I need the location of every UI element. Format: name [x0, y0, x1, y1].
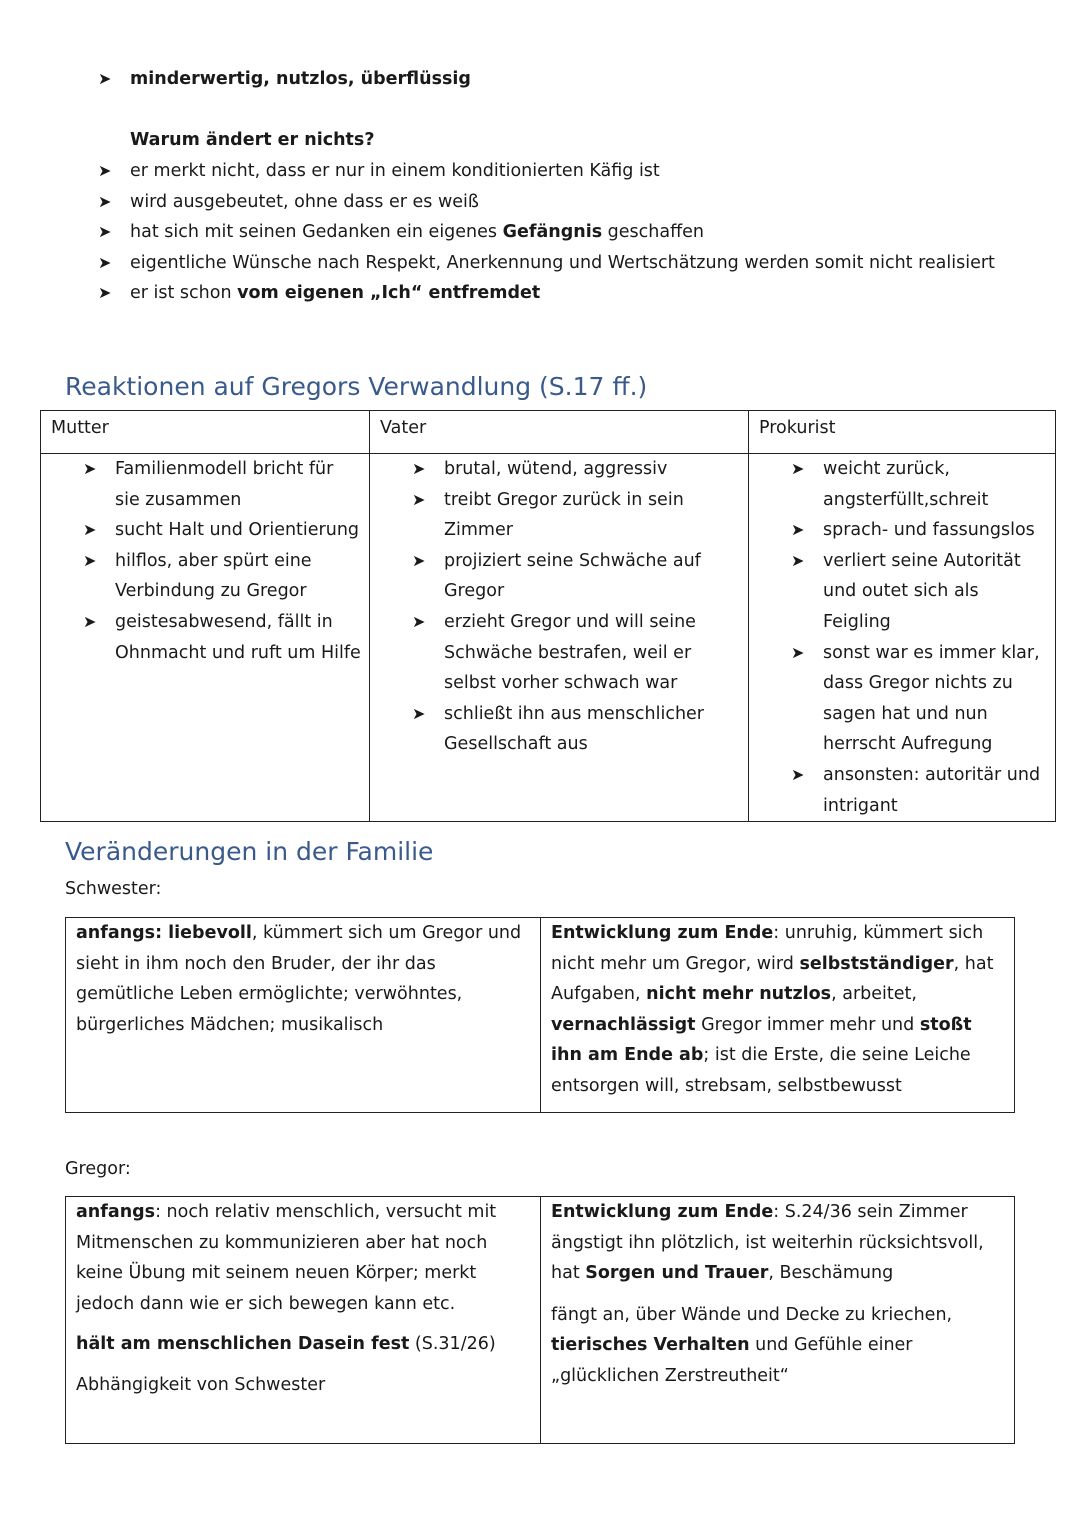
reason-item: ➤ er merkt nicht, dass er nur in einem konditionierten Käfig ist	[98, 156, 1058, 187]
label-schwester: Schwester:	[65, 879, 162, 899]
list-item: ➤ Familienmodell bricht für sie zusammen	[83, 454, 361, 515]
reason-item: ➤ er ist schon vom eigenen „Ich“ entfremdet	[98, 278, 1058, 309]
schwester-ende-cell	[541, 918, 1015, 1113]
schwester-anfang-text: anfangs: liebevoll, kümmert sich um Gregor und sieht in ihm noch den Bruder, der ihr das gemütliche Leben ermöglichte; verwöhntes, bürgerliches Mädchen; musikalisch	[76, 923, 522, 1035]
list-item: ➤ geistesabwesend, fällt in Ohnmacht und ruft um Hilfe	[83, 607, 361, 668]
list-item: ➤ sucht Halt und Orientierung	[83, 515, 361, 546]
schwester-anfang-cell	[66, 918, 541, 1113]
list-vater	[412, 454, 740, 760]
list-item: ➤ erzieht Gregor und will seine Schwäche bestrafen, weil er selbst vorher schwach war	[412, 607, 740, 699]
reasons-list	[98, 156, 1058, 309]
gregor-verhalten-text: fängt an, über Wände und Decke zu kriechen, tierisches Verhalten und Gefühle einer „glücklichen Zerstreutheit“	[551, 1304, 953, 1386]
label-gregor: Gregor:	[65, 1159, 131, 1179]
cell-prokurist	[749, 454, 1056, 822]
schwester-ende-text: Entwicklung zum Ende: unruhig, kümmert sich nicht mehr um Gregor, wird selbstständiger, hat Aufgaben, nicht mehr nutzlos, arbeitet, vernachlässigt Gregor immer mehr und stoßt ihn am Ende ab; ist die Erste, die seine Leiche entsorgen will, strebsam, selbstbewusst	[551, 923, 994, 1096]
header-prokurist: Prokurist	[749, 411, 1056, 454]
gregor-anfang-cell	[66, 1197, 541, 1444]
reactions-table	[40, 410, 1056, 822]
cell-mutter	[41, 454, 370, 822]
list-item: ➤ weicht zurück, angsterfüllt,schreit	[791, 454, 1051, 515]
question-heading: Warum ändert er nichts?	[130, 130, 375, 150]
gregor-anfang-text: anfangs: noch relativ menschlich, versucht mit Mitmenschen zu kommunizieren aber hat noch keine Übung mit seinem neuen Körper; merkt jedoch dann wie er sich bewegen kann etc.	[76, 1202, 497, 1314]
list-item: ➤ verliert seine Autorität und outet sich als Feigling	[791, 546, 1051, 638]
header-vater: Vater	[370, 411, 749, 454]
list-mutter	[83, 454, 361, 668]
list-prokurist	[791, 454, 1051, 821]
reason-item: ➤ eigentliche Wünsche nach Respekt, Anerkennung und Wertschätzung werden somit nicht realisiert	[98, 248, 1058, 279]
list-item: ➤ projiziert seine Schwäche auf Gregor	[412, 546, 740, 607]
gregor-ende-cell	[541, 1197, 1015, 1444]
reason-item: ➤ hat sich mit seinen Gedanken ein eigenes Gefängnis geschaffen	[98, 217, 1058, 248]
reason-item: ➤ wird ausgebeutet, ohne dass er es weiß	[98, 187, 1058, 218]
gregor-ende-text: Entwicklung zum Ende: S.24/36 sein Zimmer ängstigt ihn plötzlich, ist weiterhin rücksichtsvoll, hat Sorgen und Trauer, Beschämung	[551, 1202, 984, 1284]
list-item: ➤ sonst war es immer klar, dass Gregor nichts zu sagen hat und nun herrscht Aufregung	[791, 638, 1051, 760]
top-bullet-list	[98, 64, 1038, 95]
schwester-table	[65, 917, 1015, 1113]
list-item: ➤ hilflos, aber spürt eine Verbindung zu Gregor	[83, 546, 361, 607]
section-title-reaktionen: Reaktionen auf Gregors Verwandlung (S.17 ff.)	[65, 372, 648, 401]
list-item: ➤ sprach- und fassungslos	[791, 515, 1051, 546]
gregor-abhaengigkeit-text: Abhängigkeit von Schwester	[76, 1374, 326, 1395]
section-title-veraenderungen: Veränderungen in der Familie	[65, 837, 434, 866]
top-bullet: ➤ minderwertig, nutzlos, überflüssig	[98, 64, 1038, 95]
header-mutter: Mutter	[41, 411, 370, 454]
list-item: ➤ treibt Gregor zurück in sein Zimmer	[412, 485, 740, 546]
list-item: ➤ brutal, wütend, aggressiv	[412, 454, 740, 485]
gregor-table	[65, 1196, 1015, 1444]
list-item: ➤ schließt ihn aus menschlicher Gesellschaft aus	[412, 699, 740, 760]
gregor-dasein-text: hält am menschlichen Dasein fest (S.31/26)	[76, 1334, 496, 1355]
list-item: ➤ ansonsten: autoritär und intrigant	[791, 760, 1051, 821]
cell-vater	[370, 454, 749, 822]
